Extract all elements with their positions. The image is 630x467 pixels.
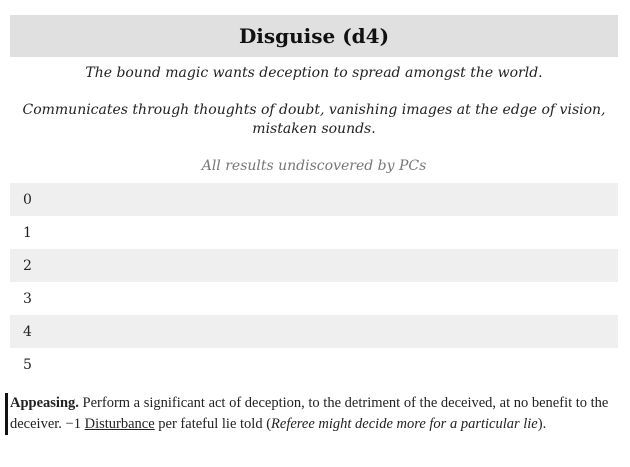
appeasing-closing: ).	[537, 416, 547, 432]
result-row	[10, 249, 618, 282]
communication-text: Communicates through thoughts of doubt, vanishing images at the edge of vision, mistaken sounds.	[22, 102, 606, 137]
result-number: 1	[23, 224, 32, 241]
result-row	[10, 282, 618, 315]
results-table	[10, 183, 618, 381]
appeasing-label: Appeasing.	[10, 395, 79, 411]
status-text: All results undiscovered by PCs	[201, 158, 427, 174]
result-row	[10, 348, 618, 381]
result-number: 0	[23, 191, 32, 208]
result-row	[10, 183, 618, 216]
page-title: Disguise (d4)	[238, 24, 390, 48]
result-number: 3	[23, 290, 32, 307]
appeasing-text: Perform a significant act of deception, to the detriment of the deceived, at no benefit to the deceiver. −1	[10, 395, 609, 432]
result-number: 2	[23, 257, 32, 274]
result-number: 5	[23, 356, 32, 373]
description-text: The bound magic wants deception to spread amongst the world.	[85, 65, 543, 81]
result-row	[10, 315, 618, 348]
appeasing-block	[5, 393, 620, 435]
referee-note: Referee might decide more for a particular lie	[271, 416, 538, 432]
result-number: 4	[23, 323, 32, 340]
table-header	[10, 15, 618, 57]
result-row	[10, 216, 618, 249]
appeasing-text-after: per fateful lie told (	[154, 416, 272, 432]
disturbance-link[interactable]: Disturbance	[84, 416, 155, 432]
